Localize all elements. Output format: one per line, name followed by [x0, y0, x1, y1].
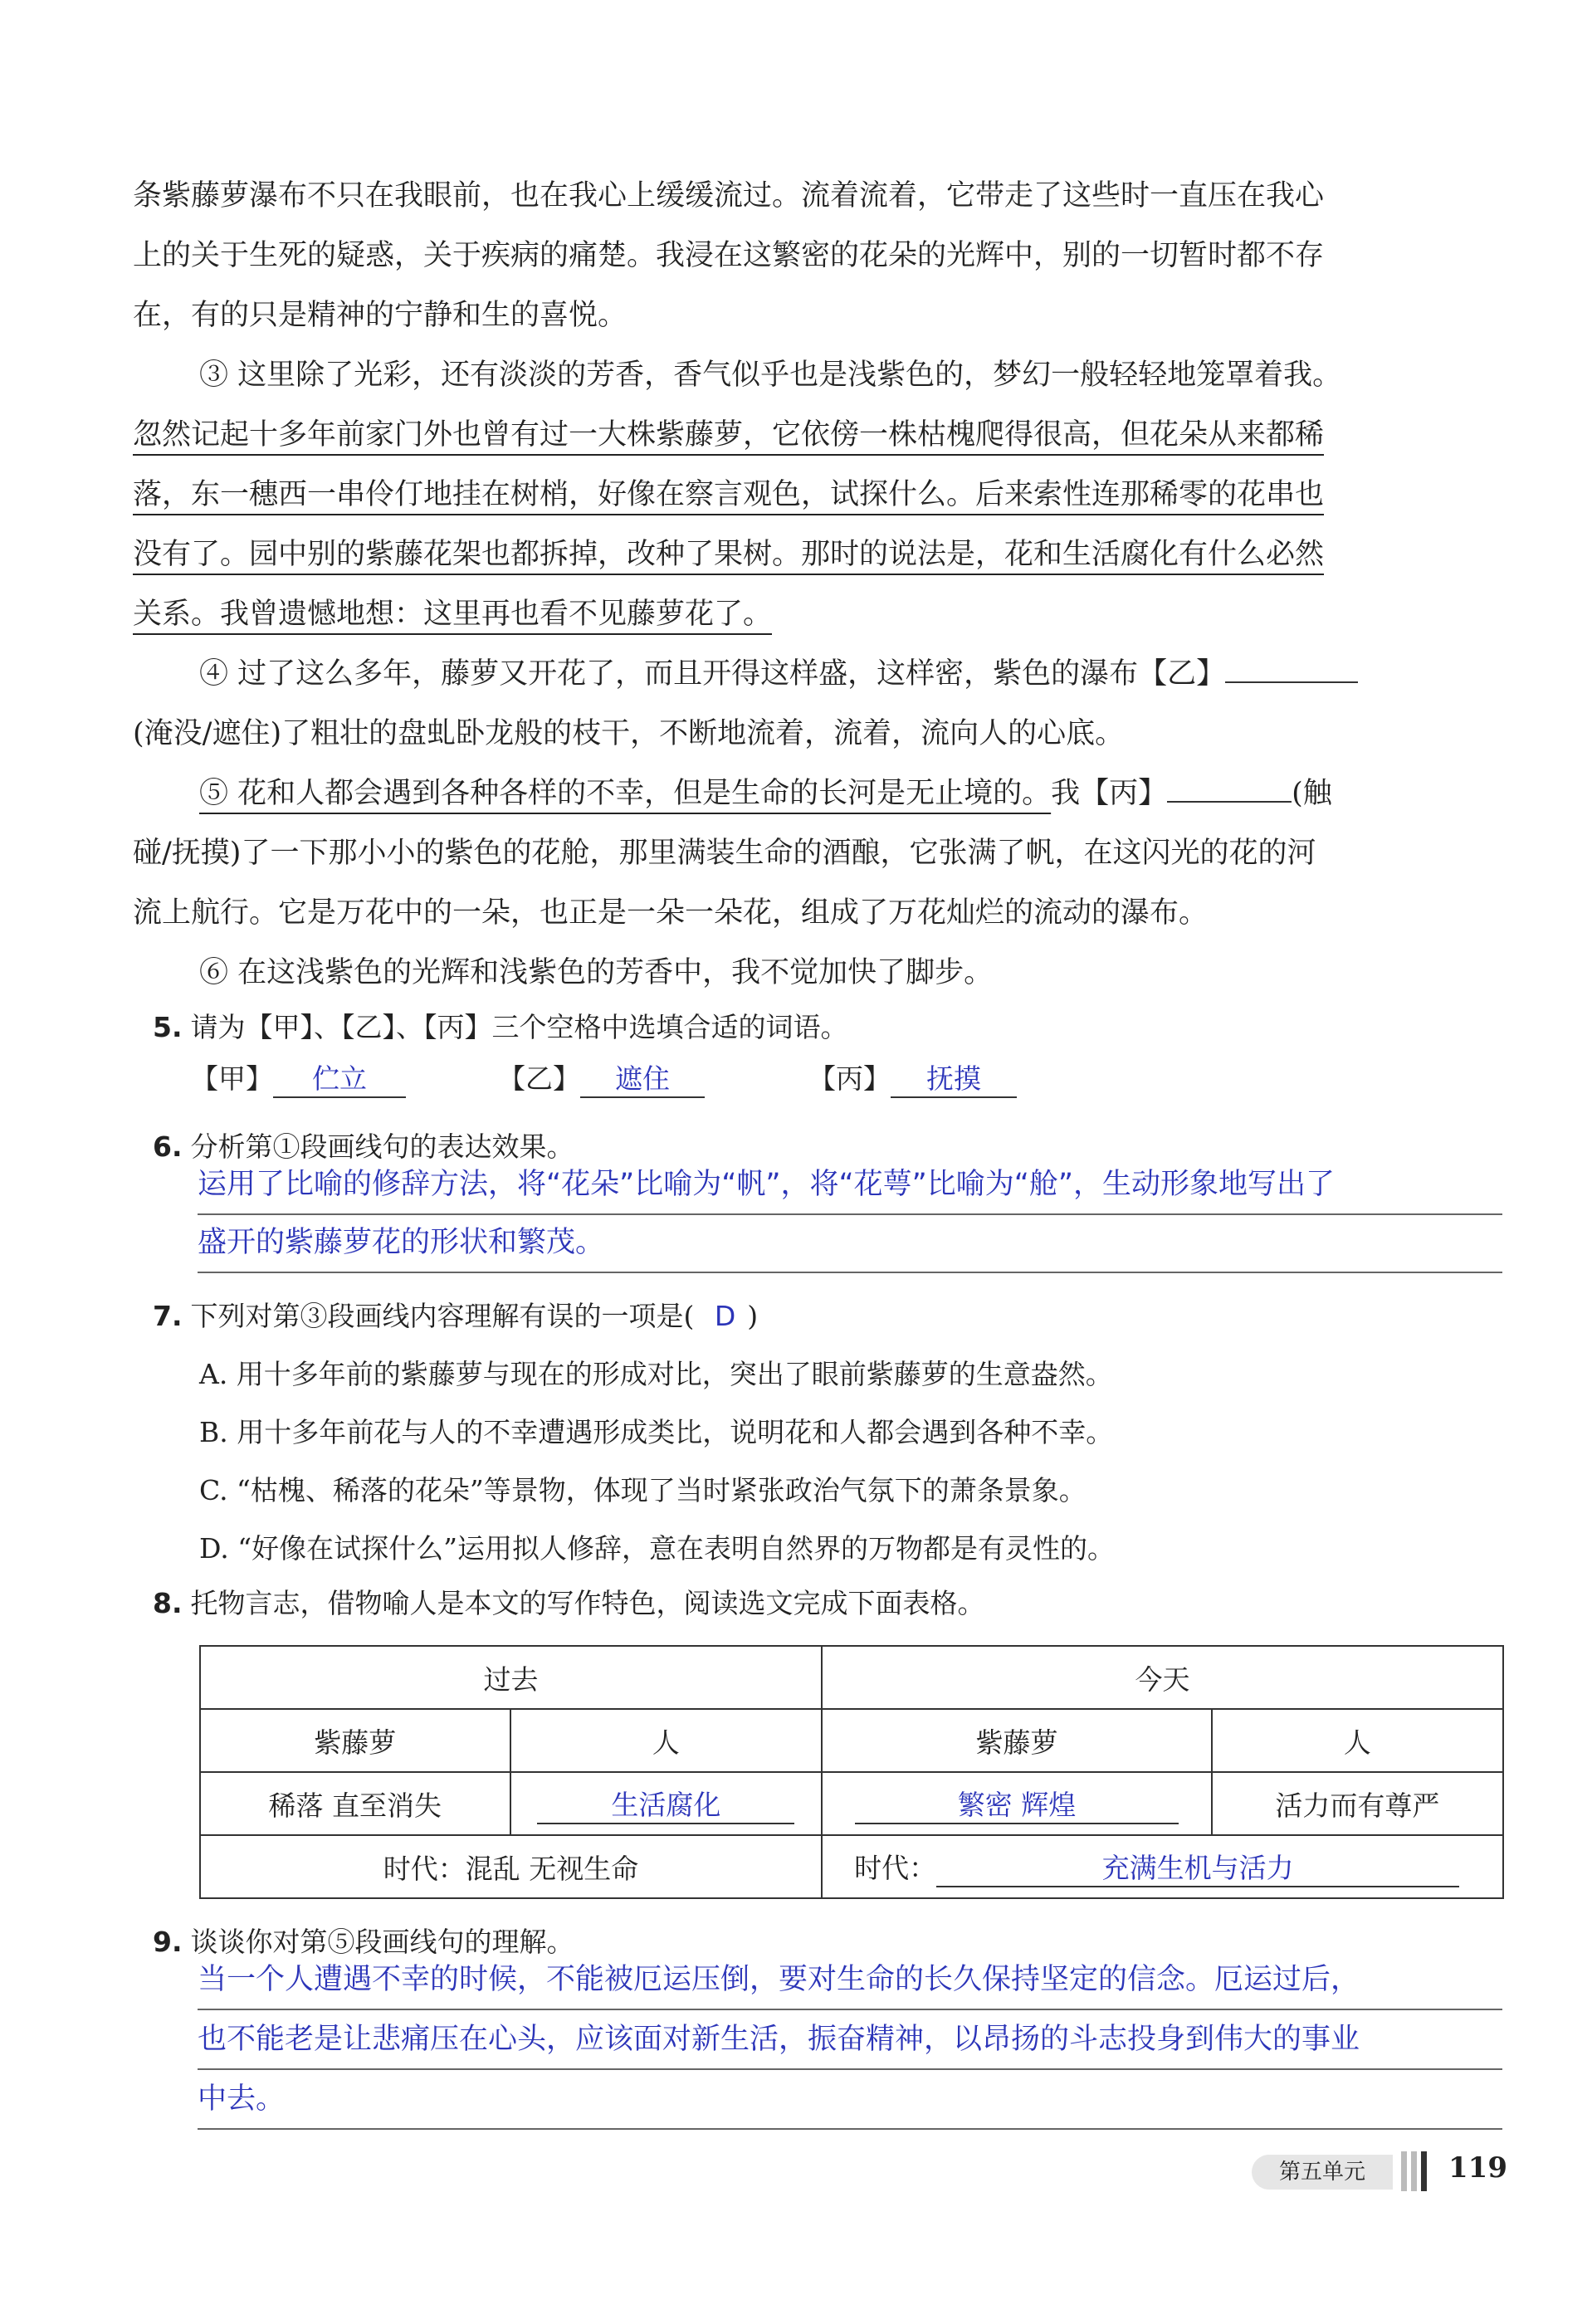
- passage-line: (淹没/遮住)了粗壮的盘虬卧龙般的枝干，不断地流着，流着，流向人的心底。: [133, 717, 1125, 750]
- question-7: [153, 1295, 758, 1334]
- paragraph-6: ⑥ 在这浅紫色的光辉和浅紫色的芳香中，我不觉加快了脚步。: [199, 956, 994, 989]
- option-a[interactable]: A. 用十多年前的紫藤萝与现在的形成对比，突出了眼前紫藤萝的生意盎然。: [199, 1358, 1113, 1390]
- question-5: [153, 1006, 848, 1045]
- decorative-bar: [1421, 2151, 1427, 2191]
- col-person: 人: [510, 1709, 823, 1772]
- question-text: 托物言志，借物喻人是本文的写作特色，阅读选文完成下面表格。: [190, 1587, 985, 1619]
- passage-line: 上的关于生死的疑惑，关于疾病的痛楚。我浸在这繁密的花朵的光辉中，别的一切暂时都不存: [133, 239, 1325, 272]
- answer-yi[interactable]: 遮住: [580, 1057, 705, 1098]
- passage-line: 流上航行。它是万花中的一朵，也正是一朵一朵花，组成了万花灿烂的流动的瀑布。: [133, 896, 1209, 930]
- answer-line[interactable]: 也不能老是让悲痛压在心头，应该面对新生活，振奋精神，以昂扬的斗志投身到伟大的事业: [198, 2010, 1502, 2070]
- paragraph-3-start: ③ 这里除了光彩，还有淡淡的芳香，香气似乎也是浅紫色的，梦幻一般轻轻地笼罩着我。: [199, 359, 1342, 392]
- underlined-line: 落，东一穗西一串伶仃地挂在树梢，好像在察言观色，试探什么。后来索性连那稀零的花串也: [133, 478, 1325, 511]
- header-past: 过去: [200, 1646, 822, 1709]
- answer-today-era[interactable]: 充满生机与活力: [936, 1847, 1459, 1887]
- passage-line: 条紫藤萝瀑布不只在我眼前，也在我心上缓缓流过。流着流着，它带走了这些时一直压在我心: [133, 179, 1325, 212]
- col-person: 人: [1212, 1709, 1503, 1772]
- answer-today-wisteria[interactable]: 繁密 辉煌: [855, 1784, 1179, 1824]
- underlined-line: 没有了。园中别的紫藤花架也都拆掉，改种了果树。那时的说法是，花和生活腐化有什么必然: [133, 538, 1325, 571]
- question-text: 谈谈你对第⑤段画线句的理解。: [190, 1926, 574, 1958]
- underlined-line: 关系。我曾遗憾地想：这里再也看不见藤萝花了。: [133, 598, 773, 631]
- option-b[interactable]: B. 用十多年前花与人的不幸遭遇形成类比，说明花和人都会遇到各种不幸。: [199, 1416, 1114, 1448]
- answer-line[interactable]: 当一个人遭遇不幸的时候，不能被厄运压倒，要对生命的长久保持坚定的信念。厄运过后，: [198, 1950, 1502, 2010]
- page-number: 119: [1448, 2151, 1507, 2185]
- question-text: 下列对第③段画线内容理解有误的一项是(: [190, 1300, 695, 1332]
- underlined-sentence: ⑤ 花和人都会遇到各种各样的不幸，但是生命的长河是无止境的。: [199, 777, 1052, 810]
- col-wisteria: 紫藤萝: [822, 1709, 1212, 1772]
- yi-label: 【乙】: [498, 1062, 580, 1095]
- answer-past-person[interactable]: 生活腐化: [537, 1784, 794, 1824]
- question-number: 8.: [153, 1587, 183, 1619]
- passage-line: 在，有的只是精神的宁静和生的喜悦。: [133, 299, 628, 332]
- question-number: 5.: [153, 1011, 183, 1043]
- answer-jia[interactable]: 伫立: [273, 1057, 406, 1098]
- col-wisteria: 紫藤萝: [200, 1709, 510, 1772]
- option-c[interactable]: C. “枯槐、稀落的花朵”等景物，体现了当时紧张政治气氛下的萧条景象。: [199, 1474, 1087, 1506]
- answer-choice[interactable]: D: [714, 1300, 736, 1332]
- past-wisteria-cell: 稀落 直至消失: [200, 1772, 510, 1835]
- past-era-cell: 时代：混乱 无视生命: [200, 1835, 822, 1898]
- question-number: 6.: [153, 1130, 183, 1163]
- header-today: 今天: [822, 1646, 1503, 1709]
- bing-label: 【丙】: [808, 1062, 891, 1095]
- blank-yi[interactable]: [1225, 652, 1358, 683]
- unit-label: 第五单元: [1252, 2155, 1393, 2190]
- answer-jia-row: [191, 1057, 406, 1098]
- question-text: 分析第①段画线句的表达效果。: [190, 1130, 574, 1163]
- answer-line[interactable]: 盛开的紫藤萝花的形状和繁茂。: [198, 1213, 1502, 1273]
- today-era-label: 时代：: [854, 1851, 937, 1884]
- paragraph-5-text: 我【丙】: [1051, 777, 1168, 810]
- question-number: 9.: [153, 1926, 183, 1958]
- decorative-bar: [1411, 2151, 1417, 2191]
- past-person-cell: [510, 1772, 823, 1835]
- paragraph-4-text: ④ 过了这么多年，藤萝又开花了，而且开得这样盛，这样密，紫色的瀑布【乙】: [199, 657, 1226, 691]
- decorative-bar: [1401, 2151, 1407, 2191]
- option-d[interactable]: D. “好像在试探什么”运用拟人修辞，意在表明自然界的万物都是有灵性的。: [199, 1532, 1116, 1565]
- question-number: 7.: [153, 1300, 183, 1332]
- question-text: 请为【甲】、【乙】、【丙】三个空格中选填合适的词语。: [190, 1011, 848, 1043]
- comparison-table: [199, 1645, 1504, 1899]
- answer-line[interactable]: 运用了比喻的修辞方法，将“花朵”比喻为“帆”，将“花萼”比喻为“舱”，生动形象地写出了: [198, 1155, 1502, 1215]
- today-person-cell: 活力而有尊严: [1212, 1772, 1503, 1835]
- paragraph-4-start: [199, 644, 1560, 704]
- answer-line[interactable]: 中去。: [198, 2070, 1502, 2130]
- today-wisteria-cell: [822, 1772, 1212, 1835]
- answer-yi-row: [498, 1057, 705, 1098]
- underlined-line: 忽然记起十多年前家门外也曾有过一大株紫藤萝，它依傍一株枯槐爬得很高，但花朵从来都稀: [133, 418, 1325, 452]
- passage-line: 碰/抚摸)了一下那小小的紫色的花舱，那里满装生命的酒酿，它张满了帆，在这闪光的花的河: [133, 837, 1316, 870]
- blank-bing[interactable]: [1167, 771, 1292, 803]
- paren-close: ): [747, 1300, 759, 1332]
- question-8: [153, 1582, 985, 1621]
- paragraph-5-hint: (触: [1292, 777, 1332, 810]
- jia-label: 【甲】: [191, 1062, 273, 1095]
- paragraph-5-start: [199, 764, 1560, 823]
- answer-bing-row: [808, 1057, 1017, 1098]
- answer-bing[interactable]: 抚摸: [891, 1057, 1017, 1098]
- today-era-cell: [822, 1835, 1503, 1898]
